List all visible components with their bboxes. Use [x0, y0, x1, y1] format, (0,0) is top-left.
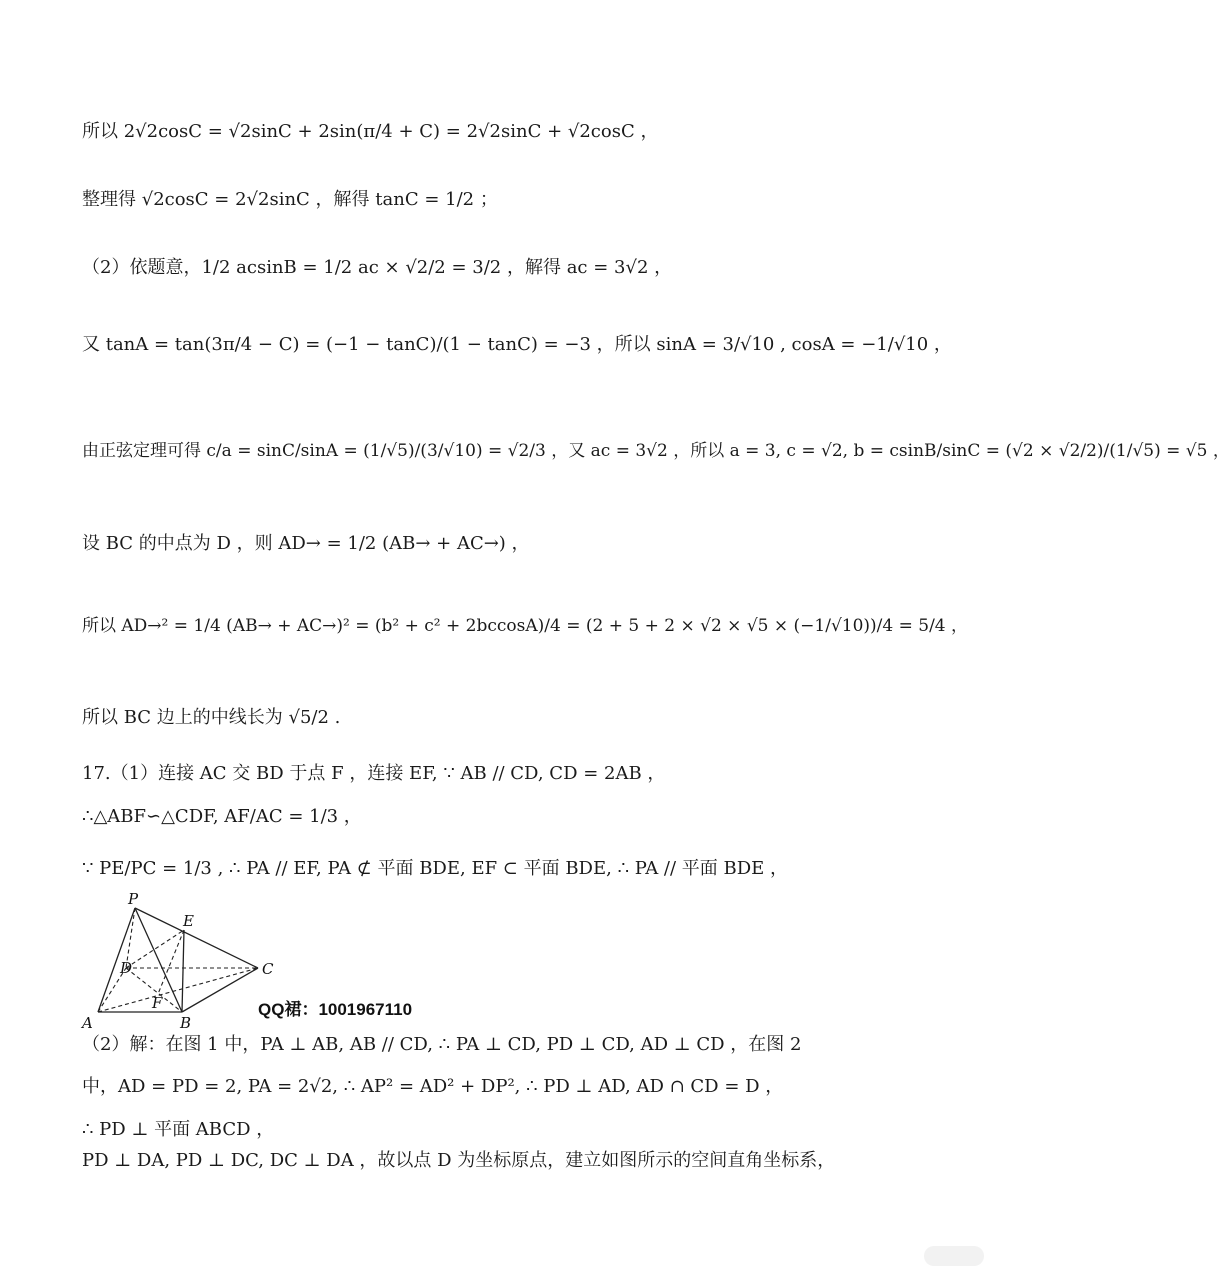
edge-ef	[158, 930, 184, 994]
corner-blur-decoration	[924, 1246, 984, 1266]
edge-bc	[182, 968, 258, 1012]
pyramid-figure	[80, 890, 280, 1035]
line-5: 由正弦定理可得 c/a = sinC/sinA = (1/√5)/(3/√10) = √2/3 ，又 ac = 3√2 ，所以 a = 3, c = √2, b = csinB/sinC = (√2 × √2/2)/(1/√5) = √5 ，	[82, 441, 1230, 461]
line-10: ∴△ABF∽△CDF, AF/AC = 1/3 ，	[82, 806, 362, 827]
watermark-text: QQ裙：1001967110	[258, 1000, 413, 1019]
line-15: PD ⊥ DA, PD ⊥ DC, DC ⊥ DA ，故以点 D 为坐标原点，建立如图所示的空间直角坐标系，	[82, 1150, 836, 1171]
line-12: （2）解：在图 1 中，PA ⊥ AB, AB // CD, ∴ PA ⊥ CD, PD ⊥ CD, AD ⊥ CD ，在图 2	[82, 1034, 802, 1055]
edge-be	[182, 930, 184, 1012]
line-7: 所以 AD→² = 1/4 (AB→ + AC→)² = (b² + c² + 2bccosA)/4 = (2 + 5 + 2 × √2 × √5 × (−1/√10))/4 = 5/4 ，	[82, 616, 969, 636]
line-4: 又 tanA = tan(3π/4 − C) = (−1 − tanC)/(1 − tanC) = −3 ，所以 sinA = 3/√10 , cosA = −1/√10 ，	[82, 334, 952, 355]
label-b: B	[180, 1014, 192, 1032]
line-8: 所以 BC 边上的中线长为 √5/2 .	[82, 707, 341, 728]
label-p: P	[128, 890, 139, 908]
line-1: 所以 2√2cosC = √2sinC + 2sin(π/4 + C) = 2√2sinC + √2cosC ，	[82, 121, 659, 142]
label-d: D	[120, 959, 133, 977]
label-c: C	[262, 960, 274, 978]
line-6: 设 BC 的中点为 D ，则 AD→ = 1/2 (AB→ + AC→) ，	[82, 533, 530, 554]
label-f: F	[152, 994, 163, 1012]
label-a: A	[82, 1014, 93, 1032]
line-9: 17.（1）连接 AC 交 BD 于点 F ，连接 EF, ∵ AB // CD, CD = 2AB ，	[82, 763, 666, 784]
label-e: E	[183, 912, 194, 930]
line-13: 中，AD = PD = 2, PA = 2√2, ∴ AP² = AD² + DP², ∴ PD ⊥ AD, AD ∩ CD = D ，	[82, 1076, 784, 1097]
edge-pc	[135, 908, 258, 968]
line-14: ∴ PD ⊥ 平面 ABCD ，	[82, 1119, 275, 1140]
line-2: 整理得 √2cosC = 2√2sinC ，解得 tanC = 1/2 ；	[82, 189, 498, 210]
edge-de	[126, 930, 184, 968]
line-3: （2）依题意，1/2 acsinB = 1/2 ac × √2/2 = 3/2 ，解得 ac = 3√2 ，	[82, 257, 673, 278]
line-11: ∵ PE/PC = 1/3 , ∴ PA // EF, PA ⊄ 平面 BDE, EF ⊂ 平面 BDE, ∴ PA // 平面 BDE ，	[82, 858, 789, 879]
